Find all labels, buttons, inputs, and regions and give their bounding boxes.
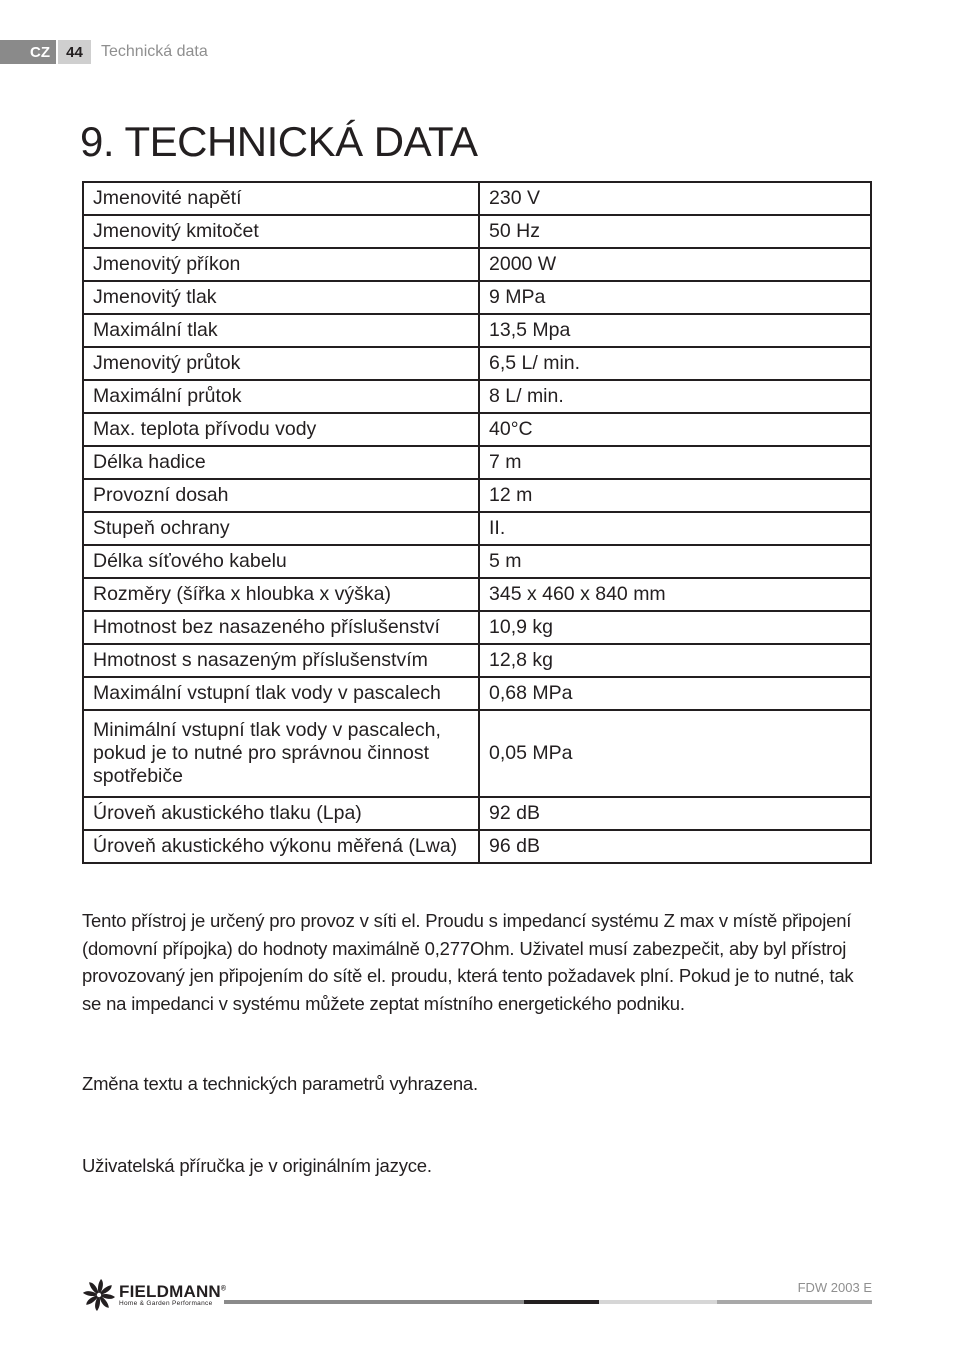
spec-row (83, 248, 871, 281)
spec-value: 5 m (479, 545, 871, 578)
spec-label: Rozměry (šířka x hloubka x výška) (83, 578, 479, 611)
trademark-symbol: ® (220, 1285, 227, 1293)
spec-value: 230 V (479, 182, 871, 215)
spec-label: Jmenovitý průtok (83, 347, 479, 380)
spec-value: 345 x 460 x 840 mm (479, 578, 871, 611)
spec-row (83, 512, 871, 545)
spec-value: 7 m (479, 446, 871, 479)
brand-text (119, 1283, 226, 1308)
spec-value: 12 m (479, 479, 871, 512)
spec-label: Délka síťového kabelu (83, 545, 479, 578)
spec-row (83, 677, 871, 710)
spec-row (83, 446, 871, 479)
impedance-note: Tento přístroj je určený pro provoz v síti el. Proudu s impedancí systému Z max v místě připojení (domovní přípojka) do hodnoty maximálně 0,277Ohm. Uživatel musí zabezpečit, aby byl přístroj provozovaný jen připojením do sítě el. proudu, která tento požadavek plní. Pokud je to nutné, tak se na impedanci v systému můžete zeptat místního energetického podniku. (82, 910, 854, 1014)
change-notice: Změna textu a technických parametrů vyhrazena. (82, 1073, 478, 1094)
spec-value: 9 MPa (479, 281, 871, 314)
page-title: 9. TECHNICKÁ DATA (80, 118, 478, 165)
spec-label: Maximální průtok (83, 380, 479, 413)
spec-row (83, 644, 871, 677)
spec-value: II. (479, 512, 871, 545)
footer-rule-grey (224, 1300, 524, 1304)
spec-value: 2000 W (479, 248, 871, 281)
page-number: 44 (58, 40, 91, 64)
spec-label: Úroveň akustického výkonu měřená (Lwa) (83, 830, 479, 863)
spec-label: Hmotnost s nasazeným příslušenstvím (83, 644, 479, 677)
spec-label: Jmenovitý tlak (83, 281, 479, 314)
spec-value: 40°C (479, 413, 871, 446)
spec-value: 0,05 MPa (479, 710, 871, 797)
brand-tagline: Home & Garden Performance (119, 1299, 213, 1307)
spec-row (83, 479, 871, 512)
spec-value: 6,5 L/ min. (479, 347, 871, 380)
spec-value: 8 L/ min. (479, 380, 871, 413)
spec-label: Jmenovitý kmitočet (83, 215, 479, 248)
brand-name: FIELDMANN (119, 1281, 221, 1301)
spec-label: Max. teplota přívodu vody (83, 413, 479, 446)
spec-row (83, 413, 871, 446)
spec-row (83, 347, 871, 380)
fan-logo-icon (82, 1278, 116, 1312)
spec-label: Maximální vstupní tlak vody v pascalech (83, 677, 479, 710)
spec-row (83, 611, 871, 644)
footer-rule-dark (524, 1300, 599, 1304)
spec-value: 13,5 Mpa (479, 314, 871, 347)
spec-label: Provozní dosah (83, 479, 479, 512)
page-header (0, 40, 208, 64)
spec-row (83, 830, 871, 863)
spec-value: 92 dB (479, 797, 871, 830)
spec-value: 0,68 MPa (479, 677, 871, 710)
spec-row (83, 797, 871, 830)
spec-label: Délka hadice (83, 446, 479, 479)
spec-value: 10,9 kg (479, 611, 871, 644)
model-number: FDW 2003 E (797, 1280, 872, 1295)
spec-row (83, 215, 871, 248)
language-notice: Uživatelská příručka je v originálním jazyce. (82, 1155, 432, 1176)
spec-row (83, 281, 871, 314)
spec-label: Maximální tlak (83, 314, 479, 347)
spec-label: Minimální vstupní tlak vody v pascalech, pokud je to nutné pro správnou činnost spotřebiče (83, 710, 479, 797)
spec-value: 50 Hz (479, 215, 871, 248)
spec-row (83, 578, 871, 611)
footer-rule-mid (717, 1300, 872, 1304)
spec-label: Stupeň ochrany (83, 512, 479, 545)
spec-label: Jmenovité napětí (83, 182, 479, 215)
spec-row (83, 380, 871, 413)
language-tab: CZ (0, 40, 56, 64)
section-name: Technická data (101, 43, 208, 60)
spec-value: 12,8 kg (479, 644, 871, 677)
brand-logo (82, 1278, 226, 1312)
spec-row (83, 314, 871, 347)
spec-value: 96 dB (479, 830, 871, 863)
footer-rule-light (599, 1300, 717, 1304)
spec-label: Jmenovitý příkon (83, 248, 479, 281)
spec-label: Úroveň akustického tlaku (Lpa) (83, 797, 479, 830)
spec-row (83, 545, 871, 578)
spec-row (83, 710, 871, 797)
spec-label: Hmotnost bez nasazeného příslušenství (83, 611, 479, 644)
spec-row (83, 182, 871, 215)
specifications-table (82, 181, 872, 864)
